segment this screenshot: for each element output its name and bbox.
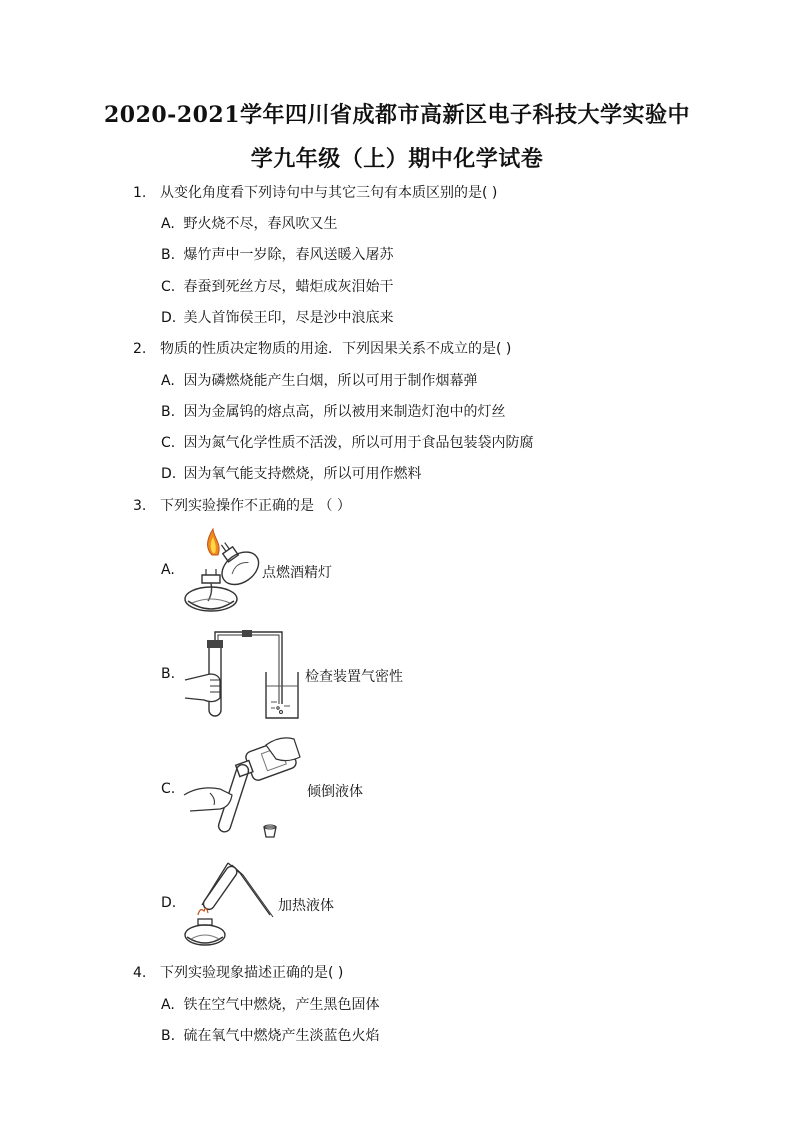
q3-option-a-label: A. xyxy=(161,562,175,578)
exam-title-line1: 2020-2021学年四川省成都市高新区电子科技大学实验中 xyxy=(103,102,691,128)
q2-option-c: C. 因为氮气化学性质不活泼，所以可用于食品包装袋内防腐 xyxy=(161,435,534,451)
q1-option-d: D. 美人首饰侯王印，尽是沙中浪底来 xyxy=(161,310,394,326)
question-3 xyxy=(133,495,351,515)
question-number: 1. xyxy=(133,185,147,201)
q3-option-a-caption: 点燃酒精灯 xyxy=(262,565,332,581)
exam-title-line2: 学九年级（上）期中化学试卷 xyxy=(250,146,544,172)
question-4 xyxy=(133,962,343,982)
question-2 xyxy=(133,338,511,358)
airtightness-check-illustration xyxy=(180,628,310,723)
q1-option-a: A. 野火烧不尽，春风吹又生 xyxy=(161,216,338,232)
q1-option-c: C. 春蚕到死丝方尽，蜡炬成灰泪始干 xyxy=(161,279,394,295)
q3-option-b-label: B. xyxy=(161,666,176,682)
question-stem: 下列实验操作不正确的是 （ ） xyxy=(160,498,351,514)
question-number: 3. xyxy=(133,498,147,514)
q2-option-d: D. 因为氧气能支持燃烧，所以可用作燃料 xyxy=(161,466,422,482)
question-number: 4. xyxy=(133,965,147,981)
q2-option-b: B. 因为金属钨的熔点高，所以被用来制造灯泡中的灯丝 xyxy=(161,404,506,420)
lamp-lighting-illustration xyxy=(180,525,260,615)
question-stem: 下列实验现象描述正确的是( ) xyxy=(160,965,344,981)
q4-option-b: B. 硫在氧气中燃烧产生淡蓝色火焰 xyxy=(161,1028,380,1044)
q3-option-d-label: D. xyxy=(161,895,177,911)
heating-liquid-illustration xyxy=(180,855,280,950)
q3-option-c-label: C. xyxy=(161,781,176,797)
q3-option-b-caption: 检查装置气密性 xyxy=(305,669,403,685)
question-stem: 物质的性质决定物质的用途．下列因果关系不成立的是( ) xyxy=(160,341,512,357)
q3-option-c-caption: 倾倒液体 xyxy=(307,784,363,800)
q4-option-a: A. 铁在空气中燃烧，产生黑色固体 xyxy=(161,997,380,1013)
q3-option-d-caption: 加热液体 xyxy=(278,898,334,914)
question-number: 2. xyxy=(133,341,147,357)
q2-option-a: A. 因为磷燃烧能产生白烟，所以可用于制作烟幕弹 xyxy=(161,373,478,389)
pouring-liquid-illustration xyxy=(180,733,310,843)
question-1 xyxy=(133,182,497,202)
q1-option-b: B. 爆竹声中一岁除，春风送暖入屠苏 xyxy=(161,247,394,263)
question-stem: 从变化角度看下列诗句中与其它三句有本质区别的是( ) xyxy=(160,185,498,201)
